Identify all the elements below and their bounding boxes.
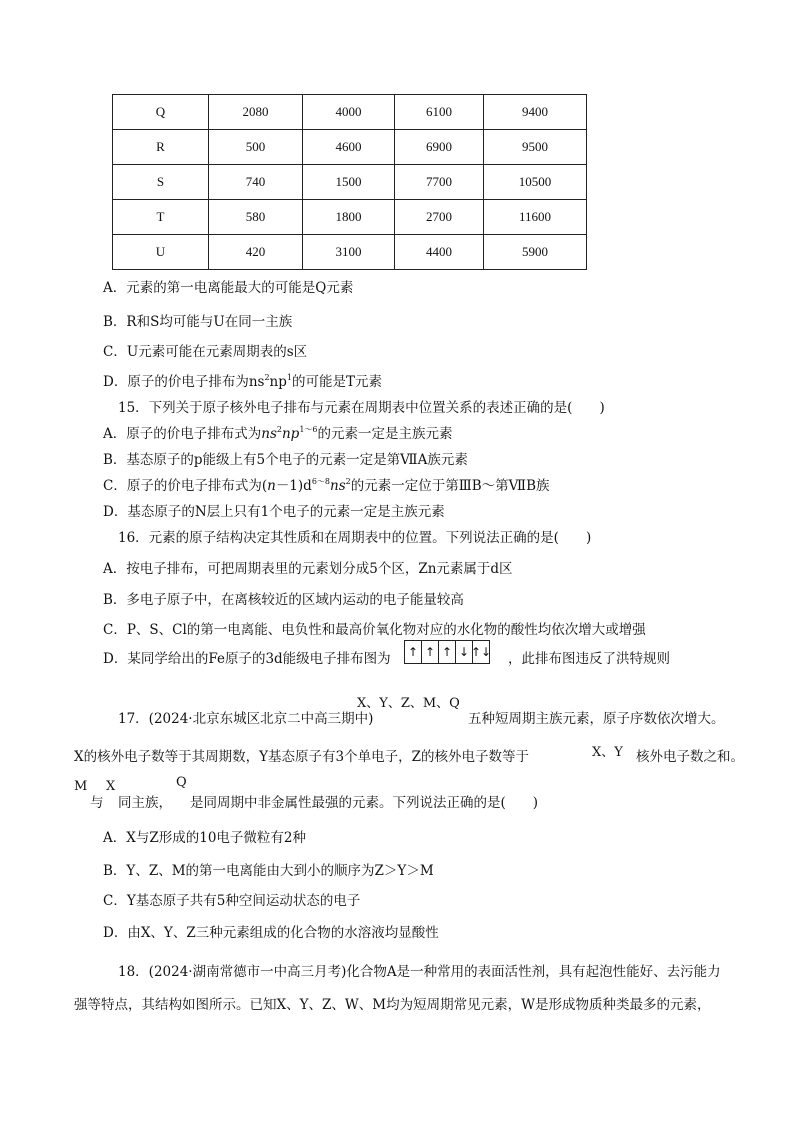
q17-line2-xy: X、Y bbox=[592, 745, 623, 760]
q17-line3-q: Q bbox=[176, 775, 187, 790]
ionization-energy-cell: 4000 bbox=[303, 95, 395, 130]
element-symbol-cell: T bbox=[113, 200, 209, 235]
q14-option-b: B．R和S均可能与U在同一主族 bbox=[103, 314, 293, 330]
ionization-energy-cell: 580 bbox=[209, 200, 303, 235]
table-row bbox=[113, 130, 587, 165]
ionization-energy-cell: 2080 bbox=[209, 95, 303, 130]
ionization-energy-table bbox=[112, 94, 587, 270]
ionization-energy-cell: 3100 bbox=[303, 235, 395, 270]
ionization-energy-cell: 5900 bbox=[484, 235, 587, 270]
q16-stem: 16．元素的原子结构决定其性质和在周期表中的位置。下列说法正确的是( ) bbox=[118, 530, 592, 546]
ionization-energy-cell: 6900 bbox=[395, 130, 484, 165]
q16-option-b: B．多电子原子中，在离核较近的区域内运动的电子能量较高 bbox=[103, 592, 464, 608]
q17-stem-suffix: 五种短周期主族元素，原子序数依次增大。 bbox=[468, 711, 725, 727]
q17-option-d: D．由X、Y、Z三种元素组成的化合物的水溶液均显酸性 bbox=[103, 925, 439, 941]
orbital-box-cell: ↓ bbox=[456, 641, 473, 663]
q15-option-a: A．原子的价电子排布式为$ns^2np^{1\sim 6}$的元素一定是主族元素 bbox=[103, 425, 453, 442]
q17-option-a: A．X与Z形成的10电子微粒有2种 bbox=[103, 830, 307, 846]
q16-option-d-suffix: ，此排布图违反了洪特规则 bbox=[508, 651, 670, 667]
q16-option-c: C．P、S、Cl的第一电离能、电负性和最高价氧化物对应的水化物的酸性均依次增大或增强 bbox=[103, 622, 646, 638]
q16-option-a: A．按电子排布，可把周期表里的元素划分成5个区，Zn元素属于d区 bbox=[103, 561, 513, 577]
table-row bbox=[113, 200, 587, 235]
q17-line3-x: X bbox=[106, 779, 116, 794]
ionization-energy-cell: 9500 bbox=[484, 130, 587, 165]
q14-option-a: A．元素的第一电离能最大的可能是Q元素 bbox=[103, 280, 354, 296]
ionization-energy-cell: 6100 bbox=[395, 95, 484, 130]
q17-stem-prefix: 17．(2024·北京东城区北京二中高三期中) bbox=[118, 711, 374, 727]
q15-stem: 15．下列关于原子核外电子排布与元素在周期表中位置关系的表述正确的是( ) bbox=[118, 400, 605, 416]
element-symbol-cell: U bbox=[113, 235, 209, 270]
q17-line3-suffix: 是同周期中非金属性最强的元素。下列说法正确的是( ) bbox=[190, 795, 539, 811]
orbital-box-cell: ↑ bbox=[405, 641, 422, 663]
q17-line2-prefix: X的核外电子数等于其周期数，Y基态原子有3个单电子，Z的核外电子数等于 bbox=[74, 749, 529, 765]
q14-option-c: C．U元素可能在元素周期表的s区 bbox=[103, 344, 308, 360]
table-row bbox=[113, 95, 587, 130]
q17-line2-suffix: 核外电子数之和。 bbox=[636, 749, 744, 765]
fe-3d-orbital-diagram bbox=[404, 640, 490, 664]
element-symbol-cell: Q bbox=[113, 95, 209, 130]
q15-option-b: B．基态原子的p能级上有5个电子的元素一定是第ⅦA族元素 bbox=[103, 452, 468, 468]
ionization-energy-cell: 10500 bbox=[484, 165, 587, 200]
ionization-energy-cell: 11600 bbox=[484, 200, 587, 235]
element-symbol-cell: S bbox=[113, 165, 209, 200]
q17-line3-m: M bbox=[74, 779, 88, 794]
q18-line1: 18．(2024·湖南常德市一中高三月考)化合物A是一种常用的表面活性剂，具有起泡性能好、去污能力 bbox=[118, 964, 721, 980]
q17-element-list: X、Y、Z、M、Q bbox=[357, 696, 460, 711]
ionization-energy-cell: 420 bbox=[209, 235, 303, 270]
q15-option-d: D．基态原子的N层上只有1个电子的元素一定是主族元素 bbox=[103, 504, 445, 520]
table-row bbox=[113, 165, 587, 200]
q17-line3-yu: 与 bbox=[90, 795, 104, 811]
orbital-box-cell: ↑ bbox=[439, 641, 456, 663]
q14-option-d: D．原子的价电子排布为$ns^2np^1$的可能是T元素 bbox=[103, 373, 382, 390]
q15-option-c: C．原子的价电子排布式为$(n-1)d^{6\sim 8}ns^2$的元素一定位于第ⅢB～第ⅦB族 bbox=[103, 477, 550, 494]
ionization-energy-cell: 7700 bbox=[395, 165, 484, 200]
table-row bbox=[113, 235, 587, 270]
ionization-energy-cell: 4400 bbox=[395, 235, 484, 270]
orbital-box-cell: ↑ bbox=[422, 641, 439, 663]
q17-option-c: C．Y基态原子共有5种空间运动状态的电子 bbox=[103, 893, 361, 909]
ionization-energy-cell: 1500 bbox=[303, 165, 395, 200]
ionization-energy-cell: 500 bbox=[209, 130, 303, 165]
ionization-energy-cell: 2700 bbox=[395, 200, 484, 235]
q18-line2: 强等特点，其结构如图所示。已知X、Y、Z、W、M均为短周期常见元素，W是形成物质种类最多的元素， bbox=[74, 997, 711, 1013]
q17-line3-mid: 同主族， bbox=[118, 795, 172, 811]
element-symbol-cell: R bbox=[113, 130, 209, 165]
q16-option-d-prefix: D．某同学给出的Fe原子的3d能级电子排布图为 bbox=[103, 651, 391, 667]
ionization-energy-cell: 1800 bbox=[303, 200, 395, 235]
ionization-energy-cell: 740 bbox=[209, 165, 303, 200]
orbital-box-cell: ↑↓ bbox=[470, 645, 492, 659]
ionization-energy-cell: 9400 bbox=[484, 95, 587, 130]
q17-option-b: B．Y、Z、M的第一电离能由大到小的顺序为Z＞Y＞M bbox=[103, 863, 434, 879]
ionization-energy-cell: 4600 bbox=[303, 130, 395, 165]
